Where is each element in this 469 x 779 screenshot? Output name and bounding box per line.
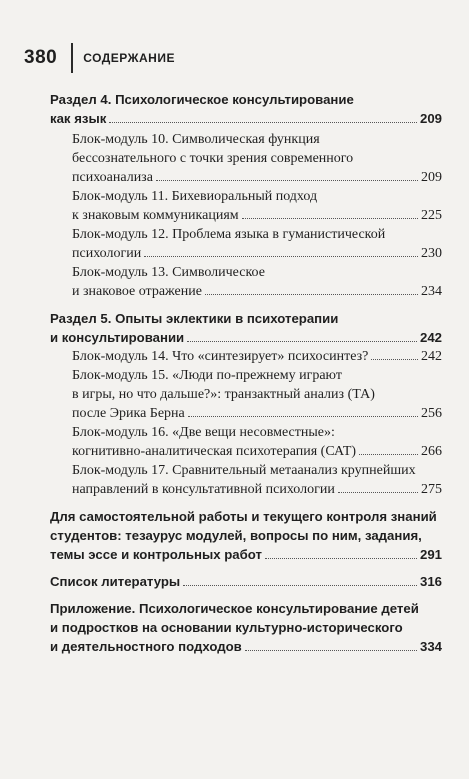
toc-section-4[interactable] [50, 90, 442, 128]
toc-literature[interactable] [50, 572, 442, 591]
toc-line: направлений в консультативной психологии [72, 482, 335, 497]
leader-dots [338, 492, 418, 493]
toc-self-work[interactable] [50, 507, 442, 564]
toc-line: Блок-модуль 15. «Люди по-прежнему играют [72, 368, 342, 383]
toc-module-16[interactable] [72, 423, 442, 461]
toc-page-number: 230 [421, 246, 442, 261]
toc-line: в игры, но что дальше?»: транзактный анализ (ТА) [72, 387, 375, 402]
toc-line: психоанализа [72, 170, 153, 185]
leader-dots [265, 558, 417, 559]
toc-line: Раздел 4. Психологическое консультирование [50, 92, 354, 107]
toc-line: темы эссе и контрольных работ [50, 547, 262, 562]
leader-dots [242, 218, 418, 219]
toc-line: бессознательного с точки зрения современного [72, 151, 354, 166]
toc-module-13[interactable] [72, 263, 442, 301]
toc-page-number: 275 [421, 482, 442, 497]
leader-dots [187, 341, 417, 342]
toc-page-number: 256 [421, 406, 442, 421]
toc-page-number: 266 [421, 444, 442, 459]
table-of-contents [50, 90, 442, 656]
toc-line: как язык [50, 111, 107, 126]
toc-line: Блок-модуль 14. Что «синтезирует» психосинтез? [72, 349, 369, 364]
toc-page-number: 242 [421, 349, 442, 364]
leader-dots [183, 585, 417, 586]
toc-module-14[interactable] [72, 347, 442, 366]
toc-module-17[interactable] [72, 461, 442, 499]
page-number: 380 [24, 47, 58, 68]
toc-module-15[interactable] [72, 366, 442, 423]
toc-line: и подростков на основании культурно-исторического [50, 620, 403, 635]
toc-page-number: 316 [419, 574, 442, 589]
toc-section-5[interactable] [50, 309, 442, 347]
page-header [24, 42, 175, 74]
toc-appendix[interactable] [50, 599, 442, 656]
toc-line: Блок-модуль 11. Бихевиоральный подход [72, 189, 318, 204]
toc-line: и деятельностного подходов [50, 639, 242, 654]
toc-line: Приложение. Психологическое консультирование детей [50, 601, 419, 616]
header-divider [71, 43, 73, 73]
toc-line: и консультировании [50, 330, 185, 345]
running-title: СОДЕРЖАНИЕ [83, 51, 175, 65]
leader-dots [205, 294, 418, 295]
toc-page-number: 209 [419, 111, 442, 126]
toc-line: психологии [72, 246, 142, 261]
toc-page-number: 334 [419, 639, 442, 654]
leader-dots [188, 416, 418, 417]
toc-line: студентов: тезаурус модулей, вопросы по ним, задания, [50, 528, 422, 543]
toc-line: Список литературы [50, 574, 181, 589]
toc-line: Блок-модуль 16. «Две вещи несовместные»: [72, 425, 335, 440]
toc-page-number: 291 [419, 547, 442, 562]
toc-line: после Эрика Берна [72, 406, 185, 421]
toc-line: к знаковым коммуникациям [72, 208, 239, 223]
leader-dots [144, 256, 418, 257]
toc-module-10[interactable] [72, 130, 442, 187]
toc-line: Раздел 5. Опыты эклектики в психотерапии [50, 311, 339, 326]
leader-dots [359, 454, 418, 455]
toc-line: и знаковое отражение [72, 284, 202, 299]
toc-module-11[interactable] [72, 187, 442, 225]
toc-page-number: 242 [419, 330, 442, 345]
toc-page-number: 234 [421, 284, 442, 299]
leader-dots [245, 650, 417, 651]
leader-dots [156, 180, 418, 181]
toc-line: Блок-модуль 13. Символическое [72, 265, 265, 280]
toc-line: Блок-модуль 12. Проблема языка в гуманистической [72, 227, 386, 242]
toc-line: Для самостоятельной работы и текущего контроля знаний [50, 509, 437, 524]
toc-page-number: 209 [421, 170, 442, 185]
toc-page-number: 225 [421, 208, 442, 223]
toc-line: Блок-модуль 17. Сравнительный метаанализ крупнейших [72, 463, 416, 478]
leader-dots [371, 359, 418, 360]
toc-line: Блок-модуль 10. Символическая функция [72, 132, 320, 147]
toc-line: когнитивно-аналитическая психотерапия (САТ) [72, 444, 357, 459]
leader-dots [109, 122, 417, 123]
toc-module-12[interactable] [72, 225, 442, 263]
